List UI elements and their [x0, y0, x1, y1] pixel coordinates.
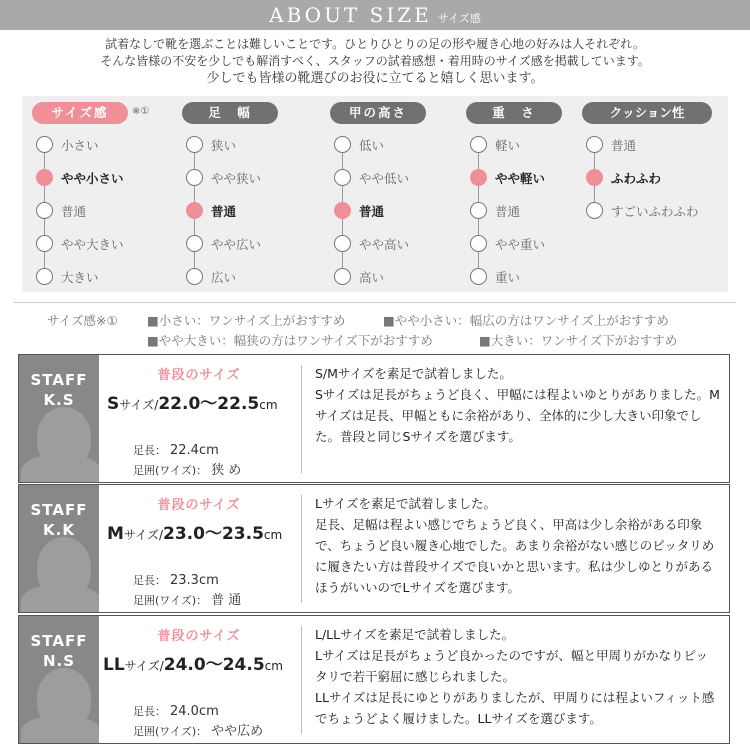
comment-line: た。普段と同じSサイズを選びます。	[315, 429, 521, 444]
foot-length	[133, 700, 219, 719]
scale-title: サイズ感	[32, 102, 128, 124]
scale-title: クッション性	[582, 102, 712, 124]
intro-line: 試着なしで靴を選ぶことは難しいことです。ひとりひとりの足の形や履き心地の好みは人それぞれ。	[105, 37, 645, 51]
foot-width	[133, 589, 241, 608]
foot-length-label: 足長：	[133, 574, 166, 587]
staff-label: STAFF	[30, 371, 88, 389]
scale-title: 重 さ	[466, 102, 562, 124]
foot-length-label: 足長：	[133, 444, 166, 457]
scale-column	[32, 102, 164, 288]
dot-icon	[186, 136, 203, 153]
scale-option	[470, 268, 520, 285]
foot-width-label: 足囲(ワイズ)：	[133, 594, 208, 607]
separator	[301, 365, 302, 473]
scale-option-label: やや狭い	[211, 170, 262, 186]
dot-icon	[186, 235, 203, 252]
scale-option	[470, 136, 520, 153]
comment-line: サイズは足長、甲幅ともに余裕があり、全体的に少し大きい印象でし	[315, 408, 702, 423]
scale-option-label: 広い	[211, 269, 237, 285]
dot-icon	[586, 136, 603, 153]
selected-dot-icon	[36, 169, 53, 186]
scale-option	[334, 169, 409, 186]
comment-line: L/LLサイズを素足で試着しました。	[315, 627, 515, 642]
separator	[301, 495, 302, 603]
staff-photo	[19, 485, 99, 612]
scale-option	[186, 235, 261, 252]
scale-option	[334, 136, 384, 153]
staff-name: N.S	[42, 652, 76, 670]
intro-text	[0, 36, 750, 87]
comment-line: ほうがいいのでLサイズを選びます。	[315, 580, 520, 595]
scale-column	[466, 102, 598, 288]
foot-length-label: 足長：	[133, 705, 166, 718]
dot-icon	[36, 202, 53, 219]
scale-option-label: やや重い	[495, 236, 546, 252]
scale-option	[36, 268, 99, 285]
foot-length	[133, 569, 219, 588]
usual-size	[103, 650, 283, 675]
scale-option	[186, 169, 261, 186]
size-range: 24.0〜24.5	[163, 655, 265, 675]
comment-line: に履きたい方は普段サイズで良いかと思います。私は少しゆとりがある	[315, 559, 714, 574]
staff-card	[18, 615, 730, 744]
size-letter: M	[107, 524, 124, 544]
staff-comment	[315, 493, 725, 598]
size-unit: cm	[263, 528, 283, 542]
scale-option	[470, 169, 545, 186]
comment-line: で、ちょうど良い履き心地でした。あまり余裕がない感じのピッタリめ	[315, 538, 715, 553]
separator	[301, 626, 302, 734]
comment-line: タリで若干窮屈に感じられました。	[315, 669, 516, 684]
scale-option	[586, 202, 699, 219]
banner-title: ABOUT SIZE	[269, 3, 432, 27]
foot-width-label: 足囲(ワイズ)：	[133, 464, 208, 477]
foot-length-value: 23.3cm	[170, 573, 219, 588]
scale-option	[36, 169, 124, 186]
legend-item: ■やや大きい：幅狭の方はワンサイズ下がおすすめ	[147, 333, 433, 348]
scale-option-label: 高い	[359, 269, 385, 285]
staff-name: K.S	[43, 391, 75, 409]
intro-line: そんな皆様の不安を少しでも解消すべく、スタッフの試着感想・着用時のサイズ感を掲載しています。	[100, 54, 650, 68]
comment-line: S/Mサイズを素足で試着しました。	[315, 366, 512, 381]
dot-icon	[36, 136, 53, 153]
dot-icon	[36, 268, 53, 285]
scale-column	[182, 102, 314, 288]
scale-option-label: 大きい	[61, 269, 99, 285]
comment-line: でちょうどよく履けました。LLサイズを選びます。	[315, 711, 602, 726]
dot-icon	[334, 169, 351, 186]
dot-icon	[186, 169, 203, 186]
size-suffix: サイズ/	[124, 659, 164, 673]
scale-option	[470, 235, 545, 252]
about-size-banner	[0, 0, 750, 30]
legend-item: ■小さい：ワンサイズ上がおすすめ	[147, 313, 346, 328]
usual-size	[107, 389, 278, 414]
scale-option-label: 普通	[611, 137, 637, 153]
foot-width-value: 狭 め	[211, 463, 242, 478]
size-unit: cm	[259, 398, 278, 412]
dot-icon	[334, 136, 351, 153]
scale-option	[36, 202, 86, 219]
staff-size-info	[99, 355, 299, 482]
comment-line: Sサイズは足長がちょうど良く、甲幅には程よいゆとりがありました。M	[315, 387, 720, 402]
size-range: 22.0〜22.5	[158, 394, 260, 414]
scale-option-label: 普通	[359, 203, 385, 219]
dot-icon	[334, 235, 351, 252]
dot-icon	[186, 268, 203, 285]
dot-icon	[586, 202, 603, 219]
scale-option-label: 軽い	[495, 137, 521, 153]
scale-option-label: やや小さい	[61, 170, 124, 186]
dot-icon	[470, 268, 487, 285]
scale-option	[186, 268, 236, 285]
comment-line: 足長、足幅は程よい感じでちょうど良く、甲高は少し余裕がある印象	[315, 517, 703, 532]
scale-title: 足 幅	[182, 102, 278, 124]
foot-width	[133, 720, 263, 739]
scale-option-label: 普通	[495, 203, 521, 219]
usual-size	[107, 519, 282, 544]
scale-option	[586, 136, 636, 153]
foot-length-value: 24.0cm	[170, 704, 219, 719]
legend-item: ■大きい：ワンサイズ下がおすすめ	[479, 333, 678, 348]
scale-note: ※①	[132, 106, 150, 117]
scale-option-label: やや広い	[211, 236, 262, 252]
scale-option-label: 重い	[495, 269, 521, 285]
staff-label: STAFF	[30, 501, 88, 519]
scale-option	[334, 268, 384, 285]
staff-size-info	[99, 485, 299, 612]
comment-line: Lサイズは足長がちょうど良かったのですが、幅と甲周りがかなりピッ	[315, 648, 708, 663]
scale-option-label: やや軽い	[495, 170, 546, 186]
scale-title: 甲の高さ	[330, 102, 426, 124]
silhouette-body	[21, 716, 99, 743]
dot-icon	[334, 268, 351, 285]
dot-icon	[470, 235, 487, 252]
dot-icon	[36, 235, 53, 252]
size-letter: S	[107, 394, 120, 414]
scale-option-label: 普通	[211, 203, 237, 219]
scale-option-label: やや大きい	[61, 236, 124, 252]
scale-option	[36, 136, 99, 153]
scale-option	[334, 235, 409, 252]
scale-option	[186, 202, 236, 219]
foot-width-value: 普 通	[211, 593, 242, 608]
scale-option-label: やや低い	[359, 170, 410, 186]
dot-icon	[470, 136, 487, 153]
scale-option-label: 小さい	[61, 137, 99, 153]
intro-line: 少しでも皆様の靴選びのお役に立てると嬉しく思います。	[206, 71, 544, 86]
staff-label: STAFF	[30, 632, 88, 650]
scale-option	[36, 235, 124, 252]
staff-comment	[315, 363, 725, 447]
staff-name: K.K	[43, 521, 75, 539]
scale-option-label: 普通	[61, 203, 87, 219]
size-suffix: サイズ/	[123, 528, 164, 542]
silhouette-body	[21, 455, 99, 482]
banner-subtitle: サイズ感	[437, 12, 481, 25]
scale-option	[334, 202, 384, 219]
selected-dot-icon	[334, 202, 351, 219]
size-unit: cm	[264, 659, 283, 673]
dot-icon	[470, 202, 487, 219]
size-legend	[0, 311, 750, 351]
comment-line: LLサイズは足長にゆとりがありましたが、甲周りには程よいフィット感	[315, 690, 715, 705]
scale-option	[470, 202, 520, 219]
staff-card	[18, 354, 730, 483]
scale-option	[586, 169, 661, 186]
size-letter: LL	[103, 655, 125, 675]
foot-length-value: 22.4cm	[170, 443, 219, 458]
scale-option-label: 低い	[359, 137, 385, 153]
staff-photo	[19, 355, 99, 482]
foot-width	[133, 459, 241, 478]
staff-size-info	[99, 616, 299, 743]
size-suffix: サイズ/	[119, 398, 159, 412]
legend-label: サイズ感※①	[47, 313, 118, 328]
staff-card	[18, 484, 730, 613]
silhouette-body	[21, 585, 99, 612]
scale-option-label: やや高い	[359, 236, 410, 252]
scale-column	[582, 102, 714, 288]
size-range: 23.0〜23.5	[163, 524, 264, 544]
selected-dot-icon	[586, 169, 603, 186]
scale-column	[330, 102, 462, 288]
staff-photo	[19, 616, 99, 743]
usual-size-label: 普段のサイズ	[157, 368, 241, 383]
size-scale-panel	[22, 96, 728, 292]
foot-length	[133, 439, 219, 458]
staff-comment	[315, 624, 725, 729]
foot-width-value: やや広め	[211, 724, 264, 739]
usual-size-label: 普段のサイズ	[157, 629, 241, 644]
comment-line: Lサイズを素足で試着しました。	[315, 496, 496, 511]
selected-dot-icon	[186, 202, 203, 219]
scale-option-label: ふわふわ	[611, 170, 662, 186]
legend-item: ■やや小さい：幅広の方はワンサイズ上がおすすめ	[383, 313, 669, 328]
scale-option	[186, 136, 236, 153]
selected-dot-icon	[470, 169, 487, 186]
scale-option-label: すごいふわふわ	[611, 203, 699, 219]
foot-width-label: 足囲(ワイズ)：	[133, 725, 208, 738]
divider	[14, 302, 736, 303]
usual-size-label: 普段のサイズ	[157, 498, 241, 513]
scale-option-label: 狭い	[211, 137, 237, 153]
